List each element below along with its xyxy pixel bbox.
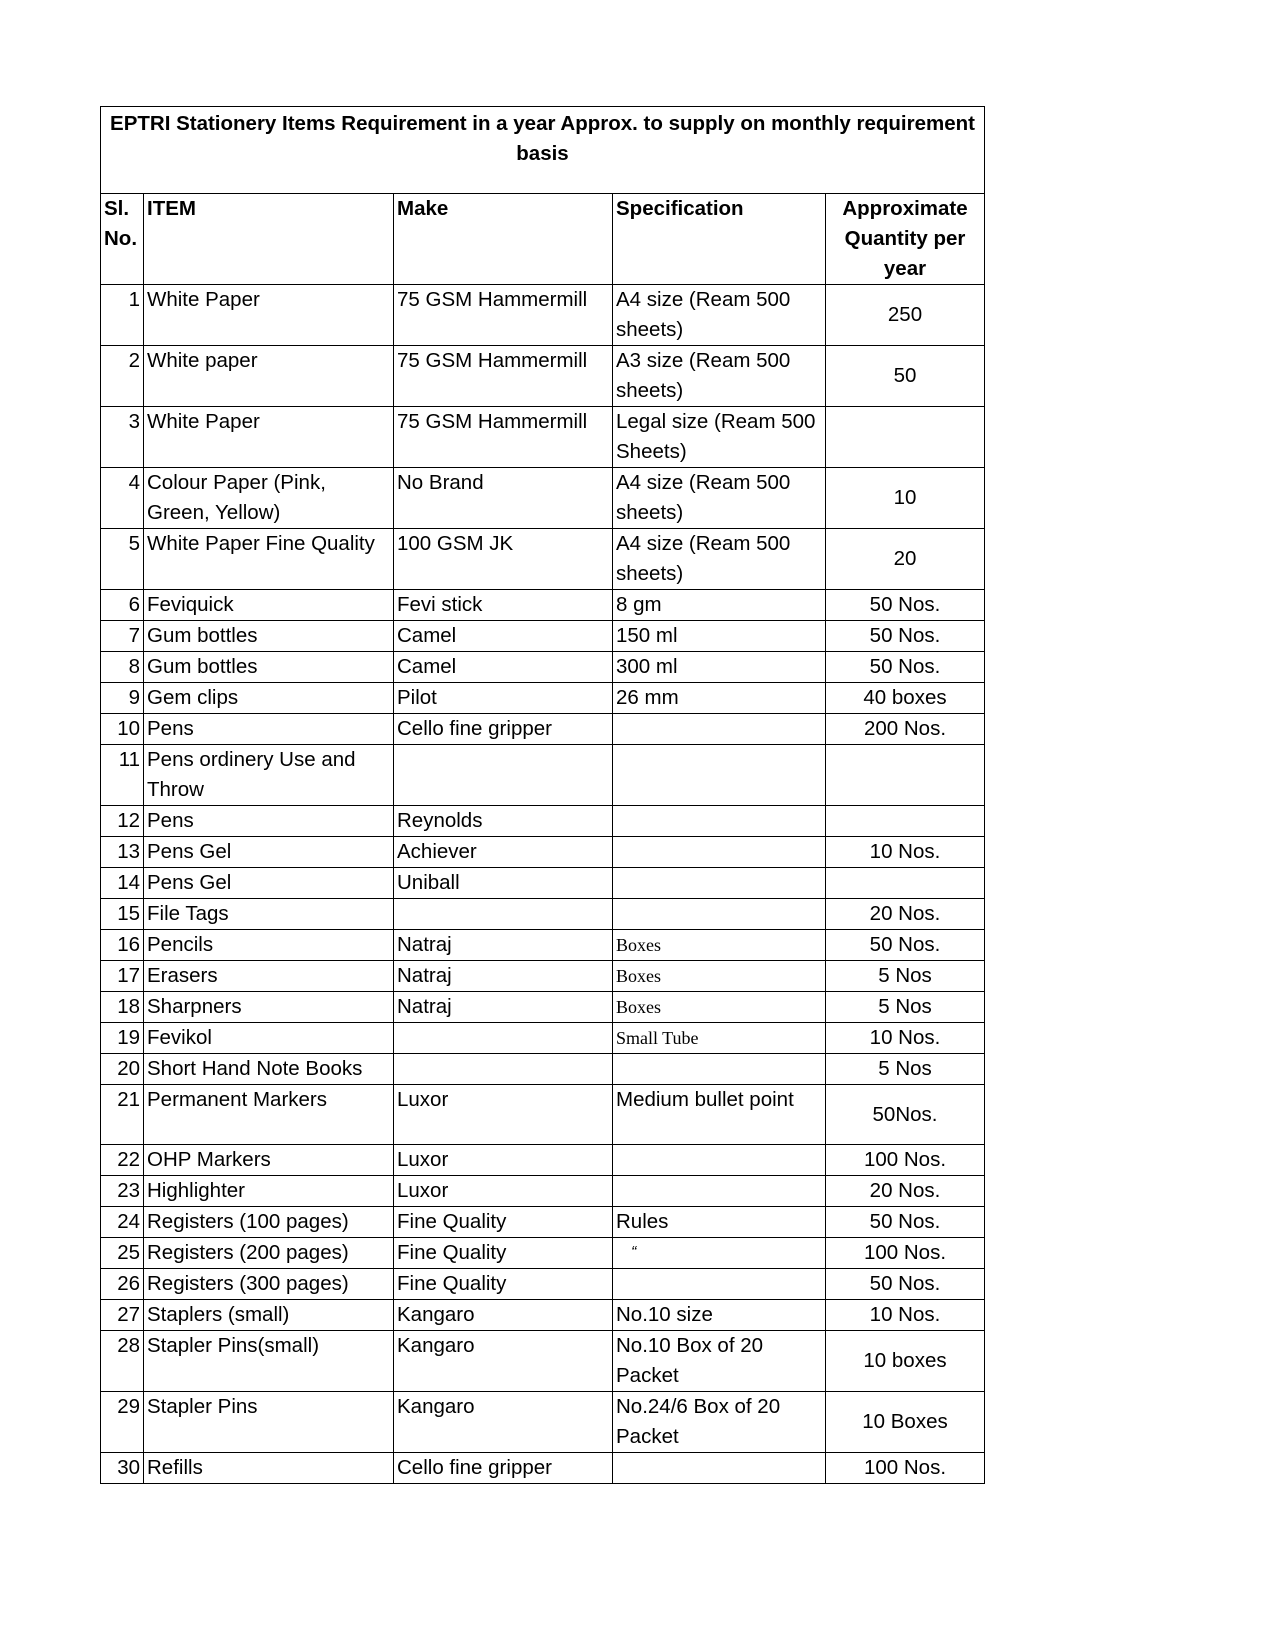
table-row	[101, 1085, 985, 1145]
cell-specification	[613, 837, 826, 868]
cell-sl-no: 30	[101, 1453, 144, 1484]
cell-quantity: 50 Nos.	[826, 930, 985, 961]
cell-quantity	[826, 806, 985, 837]
cell-make: 75 GSM Hammermill	[394, 346, 613, 407]
cell-quantity: 20 Nos.	[826, 1176, 985, 1207]
cell-specification	[613, 1054, 826, 1085]
cell-item: Pencils	[144, 930, 394, 961]
cell-specification: Legal size (Ream 500 Sheets)	[613, 407, 826, 468]
table-row	[101, 961, 985, 992]
cell-specification: 26 mm	[613, 683, 826, 714]
cell-item: Registers (200 pages)	[144, 1238, 394, 1269]
header-item: ITEM	[144, 194, 394, 285]
cell-quantity: 20	[826, 529, 985, 590]
cell-make: 100 GSM JK	[394, 529, 613, 590]
cell-sl-no: 8	[101, 652, 144, 683]
cell-specification: Boxes	[613, 961, 826, 992]
cell-sl-no: 1	[101, 285, 144, 346]
cell-quantity: 50	[826, 346, 985, 407]
cell-item: Permanent Markers	[144, 1085, 394, 1145]
cell-quantity: 50 Nos.	[826, 1269, 985, 1300]
cell-specification: No.10 size	[613, 1300, 826, 1331]
cell-specification	[613, 1176, 826, 1207]
cell-specification	[613, 1145, 826, 1176]
cell-sl-no: 13	[101, 837, 144, 868]
table-row	[101, 806, 985, 837]
cell-item: Erasers	[144, 961, 394, 992]
cell-make: 75 GSM Hammermill	[394, 285, 613, 346]
cell-quantity: 50 Nos.	[826, 652, 985, 683]
table-row	[101, 1054, 985, 1085]
cell-make: Fine Quality	[394, 1238, 613, 1269]
cell-quantity: 5 Nos	[826, 961, 985, 992]
cell-specification: No.10 Box of 20 Packet	[613, 1331, 826, 1392]
cell-item: Pens	[144, 714, 394, 745]
table-row	[101, 621, 985, 652]
cell-make: Kangaro	[394, 1331, 613, 1392]
cell-sl-no: 11	[101, 745, 144, 806]
cell-quantity	[826, 745, 985, 806]
table-row	[101, 1300, 985, 1331]
cell-specification: 150 ml	[613, 621, 826, 652]
cell-specification: A3 size (Ream 500 sheets)	[613, 346, 826, 407]
cell-specification: 300 ml	[613, 652, 826, 683]
cell-item: Registers (300 pages)	[144, 1269, 394, 1300]
cell-make: Natraj	[394, 930, 613, 961]
cell-item: White Paper Fine Quality	[144, 529, 394, 590]
cell-quantity: 10 Nos.	[826, 1023, 985, 1054]
cell-sl-no: 3	[101, 407, 144, 468]
cell-item: Pens Gel	[144, 868, 394, 899]
cell-specification: “	[613, 1238, 826, 1269]
cell-make	[394, 1054, 613, 1085]
cell-item: Refills	[144, 1453, 394, 1484]
cell-item: Pens	[144, 806, 394, 837]
cell-specification: Boxes	[613, 930, 826, 961]
table-row	[101, 1023, 985, 1054]
table-row	[101, 1145, 985, 1176]
table-row	[101, 468, 985, 529]
cell-make: 75 GSM Hammermill	[394, 407, 613, 468]
table-row	[101, 590, 985, 621]
cell-specification	[613, 868, 826, 899]
cell-quantity: 100 Nos.	[826, 1145, 985, 1176]
cell-item: Pens Gel	[144, 837, 394, 868]
cell-specification	[613, 745, 826, 806]
cell-quantity: 5 Nos	[826, 992, 985, 1023]
header-specification: Specification	[613, 194, 826, 285]
table-row	[101, 1207, 985, 1238]
header-make: Make	[394, 194, 613, 285]
table-row	[101, 1269, 985, 1300]
cell-item: White Paper	[144, 285, 394, 346]
cell-item: Stapler Pins(small)	[144, 1331, 394, 1392]
cell-specification: A4 size (Ream 500 sheets)	[613, 285, 826, 346]
stationery-requirements-table	[100, 106, 985, 1484]
cell-make: Kangaro	[394, 1300, 613, 1331]
cell-sl-no: 17	[101, 961, 144, 992]
cell-specification: No.24/6 Box of 20 Packet	[613, 1392, 826, 1453]
cell-item: Staplers (small)	[144, 1300, 394, 1331]
table-row	[101, 899, 985, 930]
cell-make: No Brand	[394, 468, 613, 529]
cell-quantity: 40 boxes	[826, 683, 985, 714]
cell-make: Luxor	[394, 1145, 613, 1176]
cell-item: Highlighter	[144, 1176, 394, 1207]
cell-sl-no: 23	[101, 1176, 144, 1207]
cell-quantity: 10	[826, 468, 985, 529]
cell-item: Fevikol	[144, 1023, 394, 1054]
table-row	[101, 346, 985, 407]
cell-item: Pens ordinery Use and Throw	[144, 745, 394, 806]
cell-item: White paper	[144, 346, 394, 407]
table-row	[101, 1176, 985, 1207]
table-row	[101, 1331, 985, 1392]
table-row	[101, 529, 985, 590]
cell-sl-no: 27	[101, 1300, 144, 1331]
cell-sl-no: 18	[101, 992, 144, 1023]
table-row	[101, 745, 985, 806]
cell-quantity	[826, 407, 985, 468]
table-row	[101, 652, 985, 683]
cell-sl-no: 6	[101, 590, 144, 621]
cell-quantity: 10 Nos.	[826, 1300, 985, 1331]
header-quantity: Approximate Quantity per year	[826, 194, 985, 285]
cell-sl-no: 25	[101, 1238, 144, 1269]
cell-sl-no: 20	[101, 1054, 144, 1085]
cell-specification	[613, 714, 826, 745]
cell-make: Luxor	[394, 1176, 613, 1207]
cell-item: Gum bottles	[144, 652, 394, 683]
cell-specification: Rules	[613, 1207, 826, 1238]
cell-quantity: 100 Nos.	[826, 1238, 985, 1269]
cell-make	[394, 745, 613, 806]
header-sl-no: Sl. No.	[101, 194, 144, 285]
table-row	[101, 1238, 985, 1269]
cell-make: Achiever	[394, 837, 613, 868]
cell-sl-no: 29	[101, 1392, 144, 1453]
cell-item: Short Hand Note Books	[144, 1054, 394, 1085]
cell-sl-no: 5	[101, 529, 144, 590]
cell-make	[394, 1023, 613, 1054]
cell-specification: A4 size (Ream 500 sheets)	[613, 529, 826, 590]
cell-specification	[613, 899, 826, 930]
cell-specification: Medium bullet point	[613, 1085, 826, 1145]
cell-make: Fine Quality	[394, 1207, 613, 1238]
cell-item: Feviquick	[144, 590, 394, 621]
cell-quantity: 5 Nos	[826, 1054, 985, 1085]
document-title: EPTRI Stationery Items Requirement in a year Approx. to supply on monthly requirement basis	[101, 107, 985, 194]
cell-sl-no: 10	[101, 714, 144, 745]
header-row	[101, 194, 985, 285]
cell-quantity: 50 Nos.	[826, 590, 985, 621]
cell-specification: Boxes	[613, 992, 826, 1023]
cell-quantity: 250	[826, 285, 985, 346]
cell-make: Camel	[394, 621, 613, 652]
cell-specification: A4 size (Ream 500 sheets)	[613, 468, 826, 529]
cell-make: Kangaro	[394, 1392, 613, 1453]
cell-sl-no: 24	[101, 1207, 144, 1238]
table-row	[101, 683, 985, 714]
cell-sl-no: 12	[101, 806, 144, 837]
cell-quantity: 200 Nos.	[826, 714, 985, 745]
table-body	[101, 285, 985, 1484]
table-row	[101, 992, 985, 1023]
cell-make: Natraj	[394, 992, 613, 1023]
cell-make: Reynolds	[394, 806, 613, 837]
table-row	[101, 1392, 985, 1453]
cell-sl-no: 7	[101, 621, 144, 652]
cell-specification	[613, 1269, 826, 1300]
cell-quantity: 10 boxes	[826, 1331, 985, 1392]
cell-item: File Tags	[144, 899, 394, 930]
cell-quantity: 10 Nos.	[826, 837, 985, 868]
cell-make: Fine Quality	[394, 1269, 613, 1300]
cell-quantity: 10 Boxes	[826, 1392, 985, 1453]
table-row	[101, 714, 985, 745]
table-row	[101, 285, 985, 346]
cell-item: Stapler Pins	[144, 1392, 394, 1453]
cell-quantity: 100 Nos.	[826, 1453, 985, 1484]
table-row	[101, 930, 985, 961]
cell-item: Colour Paper (Pink, Green, Yellow)	[144, 468, 394, 529]
cell-item: Registers (100 pages)	[144, 1207, 394, 1238]
cell-sl-no: 19	[101, 1023, 144, 1054]
cell-make: Cello fine gripper	[394, 714, 613, 745]
table-row	[101, 407, 985, 468]
cell-item: Sharpners	[144, 992, 394, 1023]
cell-sl-no: 15	[101, 899, 144, 930]
table-row	[101, 837, 985, 868]
cell-make: Pilot	[394, 683, 613, 714]
cell-sl-no: 2	[101, 346, 144, 407]
cell-item: Gem clips	[144, 683, 394, 714]
cell-sl-no: 21	[101, 1085, 144, 1145]
table-row	[101, 868, 985, 899]
cell-specification: 8 gm	[613, 590, 826, 621]
title-row	[101, 107, 985, 194]
cell-specification	[613, 806, 826, 837]
cell-item: White Paper	[144, 407, 394, 468]
cell-make: Luxor	[394, 1085, 613, 1145]
cell-specification	[613, 1453, 826, 1484]
cell-quantity: 50 Nos.	[826, 621, 985, 652]
cell-sl-no: 22	[101, 1145, 144, 1176]
cell-quantity: 50 Nos.	[826, 1207, 985, 1238]
cell-make: Uniball	[394, 868, 613, 899]
cell-sl-no: 28	[101, 1331, 144, 1392]
cell-sl-no: 16	[101, 930, 144, 961]
cell-make	[394, 899, 613, 930]
cell-sl-no: 26	[101, 1269, 144, 1300]
cell-make: Camel	[394, 652, 613, 683]
cell-sl-no: 9	[101, 683, 144, 714]
cell-specification: Small Tube	[613, 1023, 826, 1054]
cell-make: Cello fine gripper	[394, 1453, 613, 1484]
cell-make: Natraj	[394, 961, 613, 992]
cell-item: Gum bottles	[144, 621, 394, 652]
cell-quantity	[826, 868, 985, 899]
cell-sl-no: 4	[101, 468, 144, 529]
cell-sl-no: 14	[101, 868, 144, 899]
cell-quantity: 50Nos.	[826, 1085, 985, 1145]
cell-quantity: 20 Nos.	[826, 899, 985, 930]
cell-make: Fevi stick	[394, 590, 613, 621]
cell-item: OHP Markers	[144, 1145, 394, 1176]
table-row	[101, 1453, 985, 1484]
